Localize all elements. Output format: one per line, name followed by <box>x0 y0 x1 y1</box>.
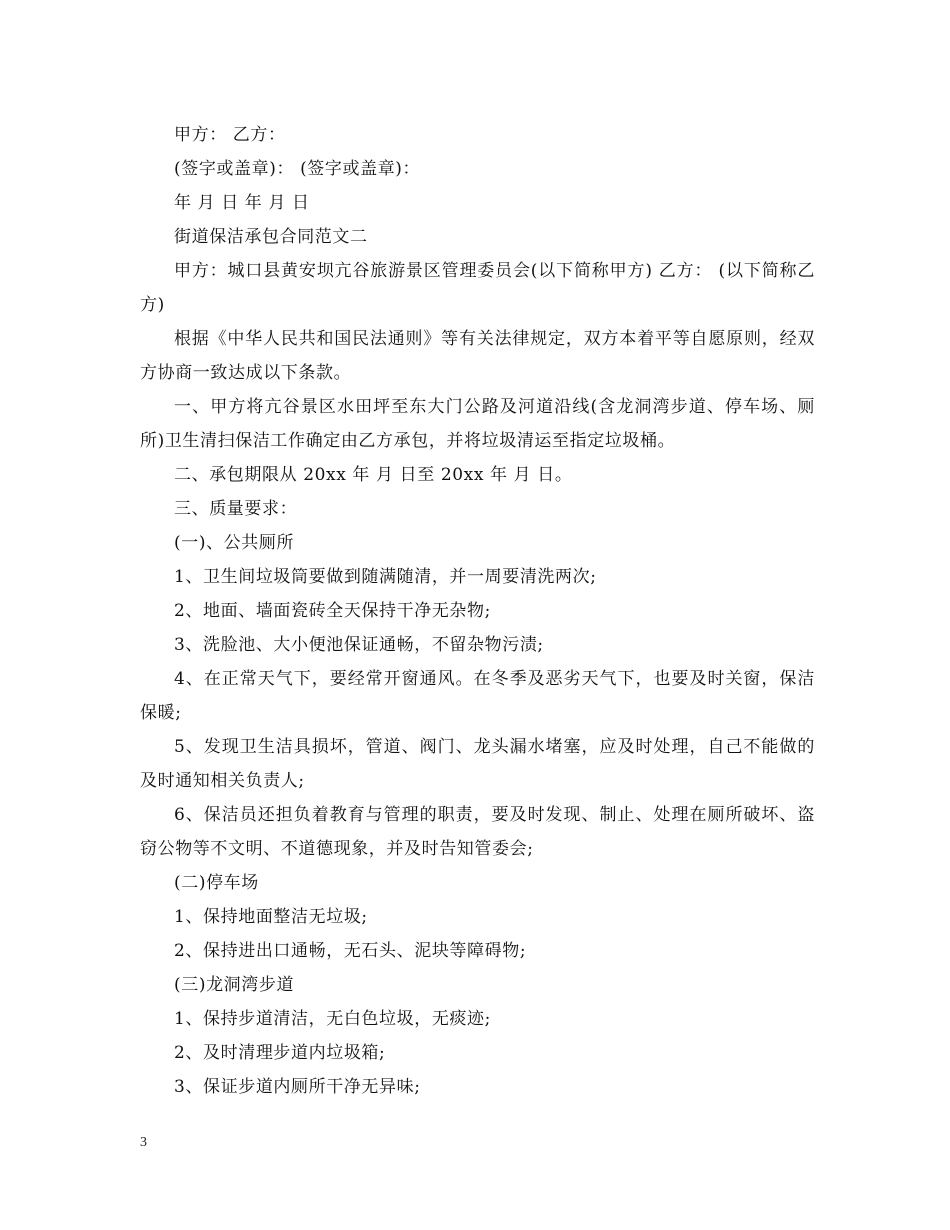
parking-heading: (二)停车场 <box>174 873 259 893</box>
signature-seal-line: (签字或盖章)： (签字或盖章)： <box>174 159 421 179</box>
quality-heading: 三、质量要求： <box>174 499 298 519</box>
legal-basis-paragraph: 根据《中华人民共和国民法通则》等有关法律规定，双方本着平等自愿原则，经双方协商一致达成以下条款。 <box>140 329 815 383</box>
scope-paragraph: 一、甲方将亢谷景区水田坪至东大门公路及河道沿线(含龙洞湾步道、停车场、厕所)卫生清扫保洁工作确定由乙方承包，并将垃圾清运至指定垃圾桶。 <box>140 397 815 451</box>
toilet-item-4: 4、在正常天气下，要经常开窗通风。在冬季及恶劣天气下，也要及时关窗，保洁保暖; <box>140 669 815 723</box>
trail-item-2: 2、及时清理步道内垃圾箱; <box>174 1043 386 1063</box>
toilet-item-1: 1、卫生间垃圾筒要做到随满随清，并一周要清洗两次; <box>174 567 597 587</box>
page-number: 3 <box>140 1135 147 1150</box>
parking-item-1: 1、保持地面整洁无垃圾; <box>174 907 368 927</box>
trail-item-3: 3、保证步道内厕所干净无异味; <box>174 1077 421 1097</box>
parking-item-2: 2、保持进出口通畅，无石头、泥块等障碍物; <box>174 941 527 961</box>
trail-heading: (三)龙洞湾步道 <box>174 975 295 995</box>
toilet-item-5: 5、发现卫生洁具损坏，管道、阀门、龙头漏水堵塞，应及时处理，自己不能做的及时通知相关负责人; <box>140 737 815 791</box>
toilet-item-3: 3、洗脸池、大小便池保证通畅，不留杂物污渍; <box>174 635 544 655</box>
toilet-item-2: 2、地面、墙面瓷砖全天保持干净无杂物; <box>174 601 491 621</box>
public-toilet-heading: (一)、公共厕所 <box>174 533 295 553</box>
term-line: 二、承包期限从 20xx 年 月 日至 20xx 年 月 日。 <box>174 465 573 485</box>
document-body <box>140 118 815 1104</box>
section-title: 街道保洁承包合同范文二 <box>174 227 368 247</box>
party-paragraph: 甲方：城口县黄安坝亢谷旅游景区管理委员会(以下简称甲方) 乙方： (以下简称乙方) <box>140 261 815 315</box>
toilet-item-6: 6、保洁员还担负着教育与管理的职责，要及时发现、制止、处理在厕所破坏、盗窃公物等不文明、不道德现象，并及时告知管委会; <box>140 805 815 859</box>
signature-date-line: 年 月 日 年 月 日 <box>174 193 310 213</box>
signature-party-line: 甲方： 乙方： <box>174 125 286 145</box>
trail-item-1: 1、保持步道清洁，无白色垃圾，无痰迹; <box>174 1009 491 1029</box>
